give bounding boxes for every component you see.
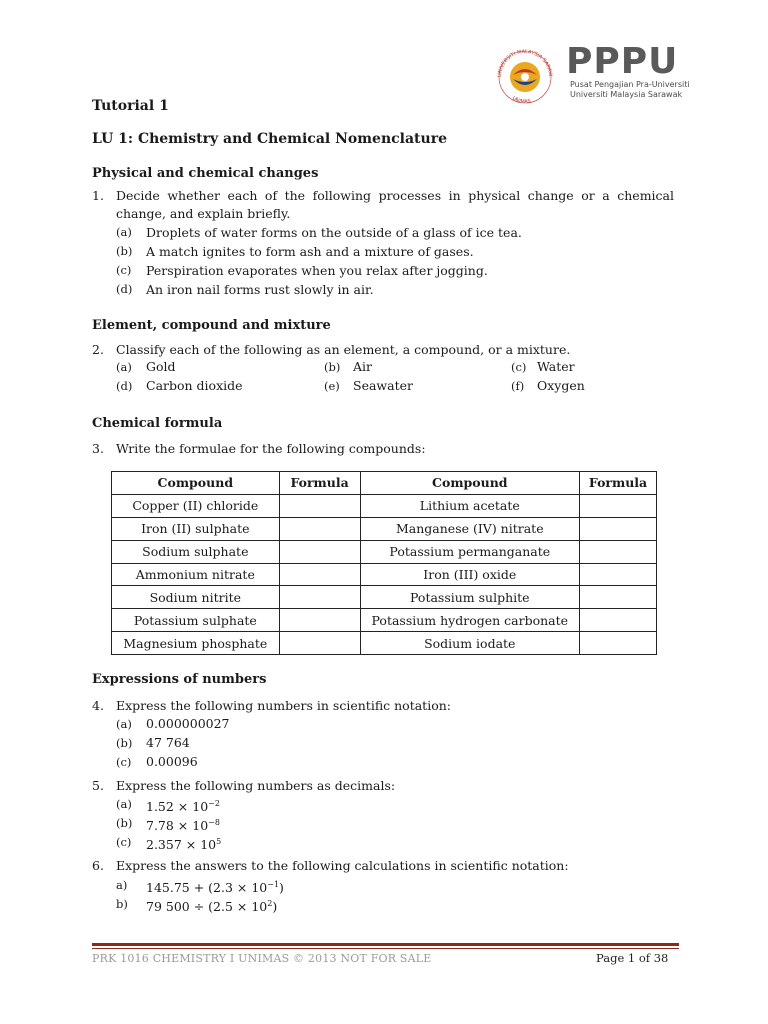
- item-text: An iron nail forms rust slowly in air.: [146, 282, 374, 297]
- question-number: 5.: [92, 778, 104, 793]
- compound-cell: Manganese (IV) nitrate: [360, 517, 579, 540]
- section-heading-physical-chemical: Physical and chemical changes: [92, 166, 319, 181]
- column-header: Formula: [580, 472, 657, 495]
- item-text: Gold: [146, 359, 176, 374]
- item-text: Seawater: [353, 378, 413, 393]
- compound-cell: Iron (II) sulphate: [112, 517, 280, 540]
- column-header: Formula: [279, 472, 360, 495]
- formula-cell: [580, 586, 657, 609]
- formula-cell: [580, 563, 657, 586]
- question-text-cont: change, and explain briefly.: [116, 206, 291, 221]
- compound-cell: Potassium permanganate: [360, 540, 579, 563]
- item-label: (c): [511, 360, 527, 374]
- table-header-row: [112, 472, 657, 495]
- compound-cell: Potassium sulphate: [112, 609, 280, 632]
- pppu-wordmark: PPPU: [566, 41, 679, 82]
- item-label: (c): [116, 835, 132, 849]
- item-text: Droplets of water forms on the outside of a glass of ice tea.: [146, 225, 522, 240]
- item-label: (b): [116, 816, 133, 830]
- footer-rule: [92, 943, 679, 946]
- item-label: (a): [116, 225, 132, 239]
- item-text: $1.52 \times 10^{-2}$: [146, 799, 220, 815]
- item-label: (a): [116, 360, 132, 374]
- compound-cell: Iron (III) oxide: [360, 563, 579, 586]
- formula-cell: [279, 494, 360, 517]
- item-text: 0.000000027: [146, 716, 230, 731]
- section-heading-expressions: Expressions of numbers: [92, 672, 267, 687]
- compound-cell: Sodium sulphate: [112, 540, 280, 563]
- table-row: [112, 609, 657, 632]
- item-label: b): [116, 897, 128, 911]
- question-text: Write the formulae for the following compounds:: [116, 441, 426, 456]
- table-row: [112, 540, 657, 563]
- formula-cell: [580, 540, 657, 563]
- page-number: Page 1 of 38: [596, 951, 669, 965]
- formula-cell: [580, 517, 657, 540]
- item-label: (b): [324, 360, 341, 374]
- formula-cell: [580, 632, 657, 655]
- item-label: (a): [116, 717, 132, 731]
- table-row: [112, 494, 657, 517]
- table-row: [112, 517, 657, 540]
- item-text: 0.00096: [146, 754, 198, 769]
- compound-cell: Copper (II) chloride: [112, 494, 280, 517]
- item-label: (a): [116, 797, 132, 811]
- item-text: 47 764: [146, 735, 190, 750]
- item-text: $145.75 + (2.3 \times 10^{-1})$: [146, 880, 284, 896]
- item-label: (b): [116, 736, 133, 750]
- compound-cell: Potassium hydrogen carbonate: [360, 609, 579, 632]
- item-text: Carbon dioxide: [146, 378, 243, 393]
- item-text: 79 $500 \div (2.5 \times 10^2)$: [146, 899, 278, 915]
- item-label: (d): [116, 282, 133, 296]
- question-text: Express the following numbers in scientific notation:: [116, 698, 451, 713]
- question-number: 3.: [92, 441, 104, 456]
- question-text: Express the following numbers as decimals:: [116, 778, 396, 793]
- formula-cell: [279, 632, 360, 655]
- item-text: Air: [353, 359, 373, 374]
- compound-cell: Lithium acetate: [360, 494, 579, 517]
- question-number: 2.: [92, 342, 104, 357]
- svg-text:UNIMAS: UNIMAS: [511, 95, 532, 105]
- compound-cell: Sodium nitrite: [112, 586, 280, 609]
- item-text: Perspiration evaporates when you relax after jogging.: [146, 263, 488, 278]
- pppu-logo: [566, 41, 690, 102]
- svg-text:UNIVERSITI MALAYSIA SARAWAK: UNIVERSITI MALAYSIA SARAW: [496, 48, 554, 78]
- question-number: 1.: [92, 188, 104, 203]
- formula-cell: [279, 586, 360, 609]
- table-row: [112, 563, 657, 586]
- formula-cell: [279, 517, 360, 540]
- formula-cell: [580, 609, 657, 632]
- table-row: [112, 632, 657, 655]
- column-header: Compound: [360, 472, 579, 495]
- item-label: (c): [116, 755, 132, 769]
- question-text: Classify each of the following as an element, a compound, or a mixture.: [116, 342, 571, 357]
- formula-cell: [580, 494, 657, 517]
- formula-cell: [279, 540, 360, 563]
- compound-cell: Magnesium phosphate: [112, 632, 280, 655]
- item-label: (b): [116, 244, 133, 258]
- table-row: [112, 586, 657, 609]
- item-label: a): [116, 878, 128, 892]
- item-text: A match ignites to form ash and a mixture of gases.: [146, 244, 474, 259]
- pppu-subtitle-1: Pusat Pengajian Pra-Universiti: [570, 80, 690, 89]
- question-number: 4.: [92, 698, 104, 713]
- question-text: Express the answers to the following calculations in scientific notation:: [116, 858, 569, 873]
- column-header: Compound: [112, 472, 280, 495]
- pppu-subtitle-2: Universiti Malaysia Sarawak: [570, 90, 683, 99]
- item-text: $7.78 \times 10^{-8}$: [146, 818, 220, 834]
- formula-table: [111, 471, 657, 655]
- formula-cell: [279, 609, 360, 632]
- item-label: (f): [511, 379, 525, 393]
- item-label: (d): [116, 379, 133, 393]
- item-text: Oxygen: [537, 378, 585, 393]
- compound-cell: Potassium sulphite: [360, 586, 579, 609]
- lu-title: LU 1: Chemistry and Chemical Nomenclature: [92, 131, 447, 147]
- item-text: $2.357 \times 10^5$: [146, 837, 222, 853]
- section-heading-element-compound: Element, compound and mixture: [92, 318, 331, 333]
- section-heading-chemical-formula: Chemical formula: [92, 416, 223, 431]
- footer-copyright: PRK 1016 CHEMISTRY I UNIMAS © 2013 NOT FOR SALE: [92, 952, 432, 965]
- question-number: 6.: [92, 858, 104, 873]
- tutorial-title: Tutorial 1: [92, 98, 169, 114]
- formula-cell: [279, 563, 360, 586]
- question-text: Decide whether each of the following processes in physical change or a chemical: [116, 188, 674, 203]
- item-text: Water: [537, 359, 575, 374]
- item-label: (c): [116, 263, 132, 277]
- compound-cell: Ammonium nitrate: [112, 563, 280, 586]
- item-label: (e): [324, 379, 340, 393]
- footer-rule-thin: [92, 948, 679, 949]
- unimas-logo: [489, 45, 561, 105]
- compound-cell: Sodium iodate: [360, 632, 579, 655]
